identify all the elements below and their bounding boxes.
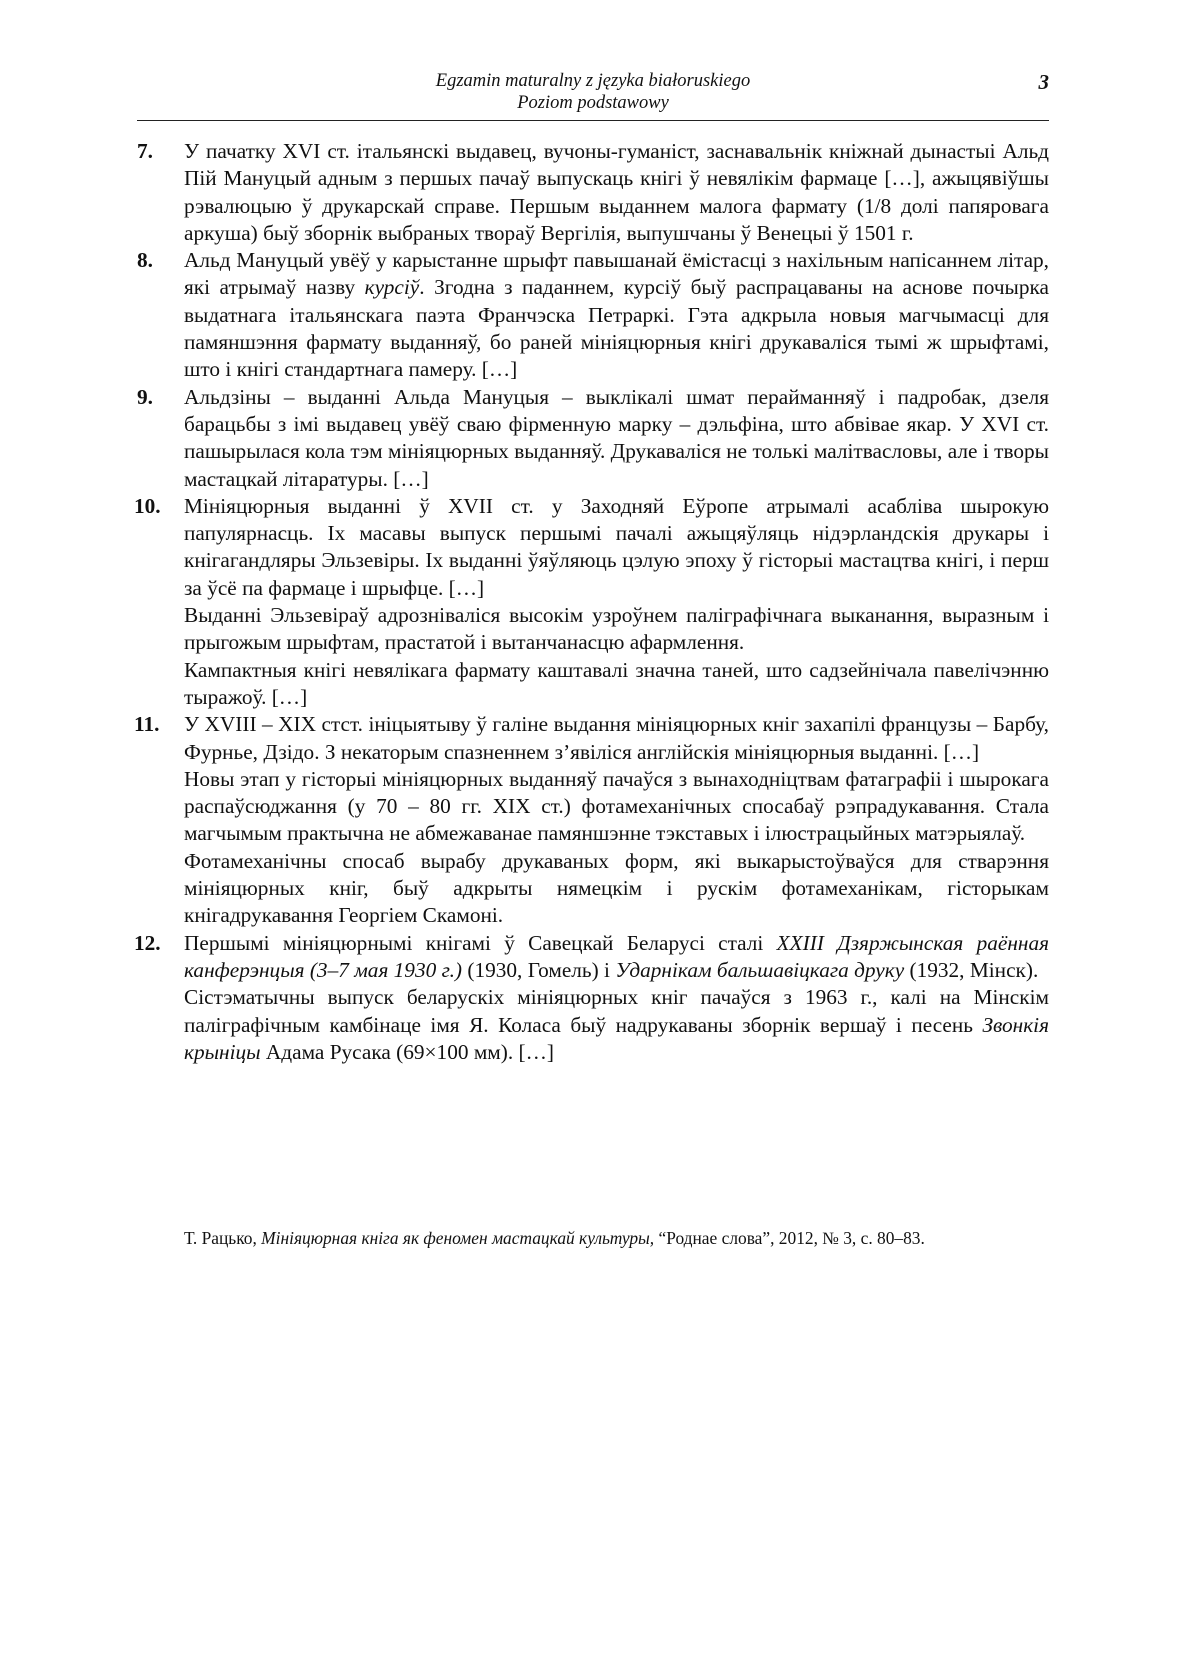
paragraph-text: У XVIII – XIX стст. ініцыятыву ў галіне выдання мініяцюрных кніг захапілі французы – Барбу, Фурнье, Дзідо. З некаторым спазненнем з’явіліся англійскія мініяцюрныя выданні. […] bbox=[184, 712, 1049, 764]
page-header bbox=[137, 68, 1049, 121]
item-number: 7. bbox=[137, 139, 153, 163]
item-number: 10. bbox=[134, 493, 161, 518]
paragraph-text: Альд Мануцый увёў у карыстанне шрыфт павышанай ёмістасці з нахільным напісаннем літар, які атрымаў назву bbox=[184, 248, 1049, 300]
item-number: 8. bbox=[137, 248, 153, 273]
paragraph-text: Адама Русака (69×100 мм). […] bbox=[260, 1039, 554, 1064]
italic-title-text: Ударнікам бальшавіцкага друку bbox=[615, 957, 905, 982]
item-number: 12. bbox=[134, 930, 161, 955]
text-item bbox=[134, 930, 1050, 1066]
item-paragraph bbox=[184, 247, 1049, 383]
text-item bbox=[134, 493, 1049, 711]
paragraph-text: Сістэматычны выпуск беларускіх мініяцюрных кніг пачаўся з 1963 г., калі на Мінскім паліграфічным камбінаце імя Я. Коласа быў надрукаваны зборнік вершаў і песень bbox=[184, 985, 1049, 1037]
italic-title-text: курсіў bbox=[364, 275, 420, 300]
header-title bbox=[137, 70, 1049, 114]
italic-title-text: XXIII Дзяржынская раённая канферэнцыя (3–7 мая 1930 г.) bbox=[184, 930, 1050, 982]
text-body bbox=[134, 138, 1050, 1066]
paragraph-text: Новы этап у гісторыі мініяцюрных выданняў пачаўся з вынаходніцтвам фатаграфіі і шырокага распаўсюджання (у 70 – 80 гг. XIX ст.) фотамеханічных спосабаў рэпрадукавання. Стала магчымым практычна не абмежаванае памяншэнне тэкставых і ілюстрацыйных матэрыялаў. bbox=[184, 766, 1049, 846]
item-paragraph bbox=[184, 493, 1049, 602]
item-paragraph bbox=[184, 602, 1049, 657]
header-level: Poziom podstawowy bbox=[517, 93, 669, 113]
item-paragraph bbox=[184, 657, 1049, 712]
paragraph-text: Альдзіны – выданні Альда Мануцыя – выклікалі шмат перайманняў і падробак, дзеля барацьбы з імі выдавец увёў сваю фірменную марку – дэльфіна, што абвівае якар. У XVI ст. пашырылася кола тэм мініяцюрных выданняў. Друкаваліся не толькі малітвасловы, але і творы мастацкай літаратуры. […] bbox=[184, 384, 1049, 491]
citation-author: Т. Рацько, bbox=[184, 1228, 262, 1248]
text-item bbox=[134, 711, 1049, 929]
header-exam-name: Egzamin maturalny z języka białoruskiego bbox=[435, 71, 751, 91]
page-number: 3 bbox=[1038, 70, 1049, 94]
item-paragraph bbox=[184, 930, 1049, 985]
item-paragraph bbox=[184, 984, 1049, 1066]
paragraph-text: Кампактныя кнігі невялікага фармату каштавалі значна таней, што садзейнічала павелічэнню тыражоў. […] bbox=[184, 657, 1049, 709]
citation-source: “Роднае слова”, 2012, № 3, с. 80–83. bbox=[654, 1228, 925, 1248]
item-number: 9. bbox=[137, 384, 153, 409]
item-paragraph bbox=[184, 711, 1049, 766]
paragraph-text: (1930, Гомель) і bbox=[462, 957, 616, 982]
paragraph-text: Выданні Эльзевіраў адрозніваліся высокім узроўнем паліграфічнага выканання, выразным і прыгожым шрыфтам, прастатой і вытанчанасцю афармлення. bbox=[184, 603, 1049, 655]
source-citation bbox=[184, 1227, 925, 1249]
item-paragraph bbox=[184, 848, 1049, 930]
text-item bbox=[137, 247, 1049, 383]
paragraph-text: Першымі мініяцюрнымі кнігамі ў Савецкай Беларусі сталі bbox=[184, 930, 777, 955]
text-item bbox=[137, 384, 1049, 493]
paragraph-text: (1932, Мінск). bbox=[904, 957, 1039, 982]
paragraph-text: Фотамеханічны спосаб вырабу друкаваных форм, які выкарыстоўваўся для стварэння мініяцюрных кніг, быў адкрыты нямецкім і рускім фотамеханікам, гісторыкам кнігадрукавання Георгіем Скамоні. bbox=[184, 848, 1049, 928]
paragraph-text: . Згодна з паданнем, курсіў быў распрацаваны на аснове почырка выдатнага італьянскага паэта Франчэска Петраркі. Гэта адкрыла новыя магчымасці для памяншэння фармату выданняў, бо раней мініяцюрныя кнігі друкаваліся тымі ж шрыфтамі, што і кнігі стандартнага памеру. […] bbox=[184, 275, 1049, 382]
item-paragraph bbox=[184, 766, 1049, 848]
text-item bbox=[137, 138, 1049, 247]
item-paragraph bbox=[184, 138, 1049, 247]
paragraph-text: У пачатку XVI ст. італьянскі выдавец, вучоны-гуманіст, заснавальнік кніжнай дынастыі Альд Пій Мануцый адным з першых пачаў выпускаць кнігі ў невялікім фармаце […], ажыцявіўшы рэвалюцыю ў друкарскай справе. Першым выданнем малога фармату (1/8 долі папяровага аркуша) быў зборнік выбраных твораў Вергілія, выпушчаны ў Венецыі ў 1501 г. bbox=[184, 139, 1049, 245]
citation-title: Мініяцюрная кніга як феномен мастацкай культуры, bbox=[261, 1228, 655, 1248]
paragraph-text: Мініяцюрныя выданні ў XVII ст. у Заходняй Еўропе атрымалі асабліва шырокую папулярнасць. Іх масавы выпуск першымі пачалі ажыцяўляць нідэрландскія друкары і кнігагандляры Эльзевіры. Іх выданні ўяўляюць цэлую эпоху ў гісторыі мастацтва кнігі, і перш за ўсё па фармаце і шрыфце. […] bbox=[184, 493, 1049, 600]
item-number: 11. bbox=[134, 712, 160, 737]
italic-title-text: Звонкія крыніцы bbox=[184, 1012, 1049, 1064]
item-paragraph bbox=[184, 384, 1049, 493]
